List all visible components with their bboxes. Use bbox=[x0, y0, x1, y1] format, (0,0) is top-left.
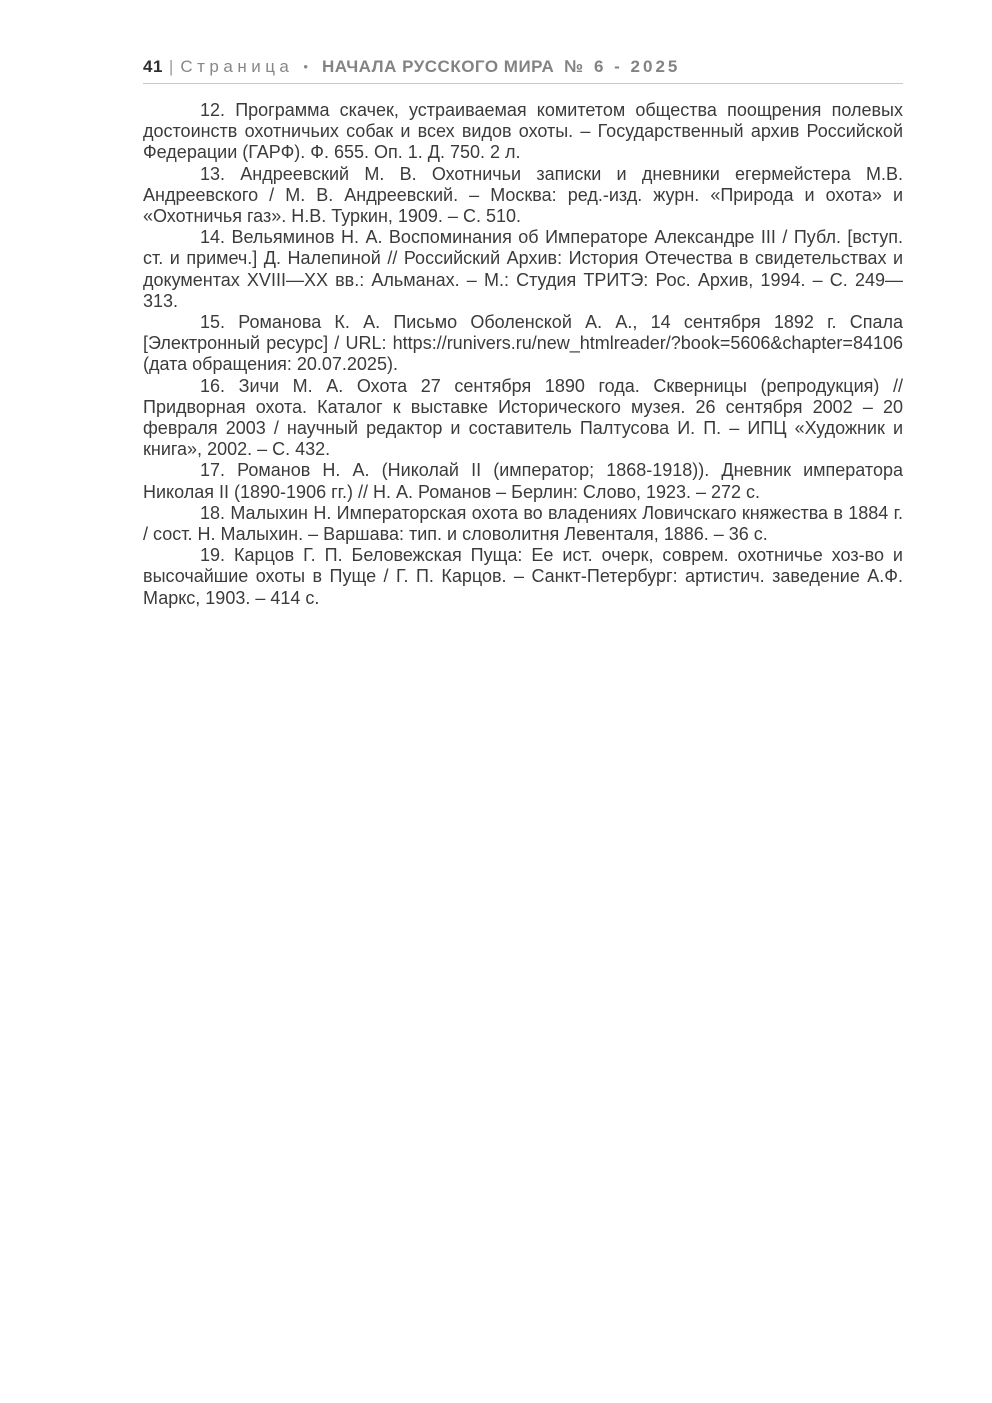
journal-title: НАЧАЛА РУССКОГО МИРА bbox=[321, 57, 555, 76]
reference-item-17 bbox=[143, 460, 903, 502]
reference-text: Андреевский М. В. Охотничьи записки и дневники егермейстера М.В. Андреевского / М. В. Андреевский. – Москва: ред.-изд. журн. «Природа и охота» и «Охотничья газ». Н.В. Туркин, 1909. – С. 510. bbox=[143, 163, 903, 227]
reference-item-19 bbox=[143, 545, 903, 609]
bullet-icon: • bbox=[303, 59, 308, 74]
reference-item-16 bbox=[143, 376, 903, 461]
reference-number: 17. bbox=[200, 460, 226, 481]
page-number: 41 bbox=[143, 57, 163, 76]
reference-item-13 bbox=[143, 164, 903, 228]
reference-number: 14. bbox=[200, 227, 226, 248]
reference-number: 19. bbox=[200, 545, 226, 566]
reference-number: 13. bbox=[200, 163, 226, 184]
reference-text: Зичи М. А. Охота 27 сентября 1890 года. Скверницы (репродукция) // Придворная охота. Каталог к выставке Исторического музея. 26 сентября 2002 – 20 февраля 2003 / научный редактор и составитель Палтусова И. П. – ИПЦ «Художник и книга», 2002. – С. 432. bbox=[143, 375, 903, 460]
page-header bbox=[143, 57, 903, 84]
reference-item-18 bbox=[143, 503, 903, 545]
reference-number: 12. bbox=[200, 100, 226, 120]
reference-item-12 bbox=[143, 100, 903, 164]
reference-number: 15. bbox=[200, 312, 226, 333]
reference-item-14 bbox=[143, 227, 903, 312]
header-separator: | bbox=[168, 57, 174, 76]
reference-text: Романова К. А. Письмо Оболенской А. А., 14 сентября 1892 г. Спала [Электронный ресурс] / URL: https://runivers.ru/new_htmlreader/?book=5606&chapter=84106 (дата обращения: 20.07.2025). bbox=[143, 312, 903, 375]
references-list bbox=[143, 100, 903, 609]
page-label: Страница bbox=[180, 57, 294, 76]
reference-text: Карцов Г. П. Беловежская Пуща: Ее ист. очерк, соврем. охотничье хоз-во и высочайшие охоты в Пуще / Г. П. Карцов. – Санкт-Петербург: артистич. заведение А.Ф. Маркс, 1903. – 414 с. bbox=[143, 545, 903, 608]
reference-number: 18. bbox=[200, 502, 226, 523]
reference-text: Вельяминов Н. А. Воспоминания об Императоре Александре III / Публ. [вступ. ст. и примеч.] Д. Налепиной // Российский Архив: История Отечества в свидетельствах и документах XVIII—XX вв.: Альманах. – М.: Студия ТРИТЭ: Рос. Архив, 1994. – С. 249—313. bbox=[143, 227, 903, 311]
issue-number: № 6 - 2025 bbox=[564, 57, 681, 76]
reference-text: Романов Н. А. (Николай II (император; 1868-1918)). Дневник императора Николая II (1890-1906 гг.) // Н. А. Романов – Берлин: Слово, 1923. – 272 с. bbox=[143, 460, 903, 502]
reference-text: Малыхин Н. Императорская охота во владениях Ловичскаго княжества в 1884 г. / сост. Н. Малыхин. – Варшава: тип. и словолитня Левенталя, 1886. – 36 с. bbox=[143, 502, 903, 545]
reference-item-15 bbox=[143, 312, 903, 376]
reference-number: 16. bbox=[200, 375, 226, 396]
reference-text: Программа скачек, устраиваемая комитетом общества поощрения полевых достоинств охотничьих собак и всех видов охоты. – Государственный архив Российской Федерации (ГАРФ). Ф. 655. Оп. 1. Д. 750. 2 л. bbox=[143, 100, 903, 163]
